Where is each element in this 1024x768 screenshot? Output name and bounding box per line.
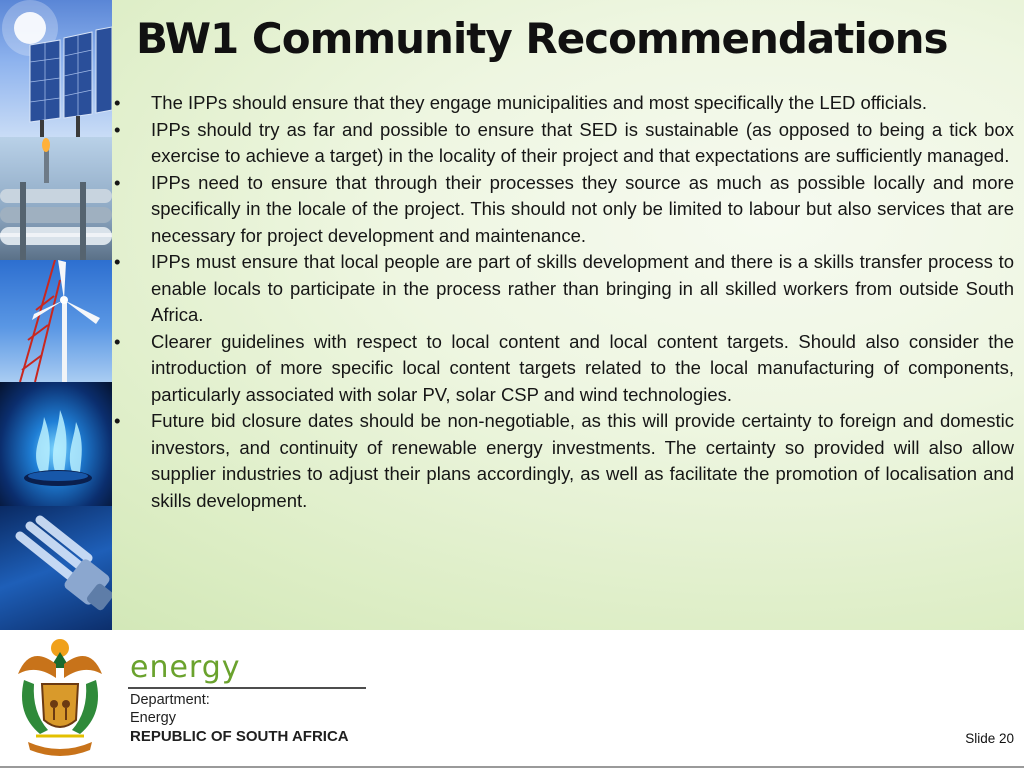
energy-brand-word: energy xyxy=(130,650,241,685)
bullet-marker: • xyxy=(114,92,121,113)
slide-title: BW1 Community Recommendations xyxy=(136,14,948,63)
gas-flame-photo xyxy=(0,382,112,508)
coat-of-arms-icon xyxy=(10,634,110,763)
bullet-marker: • xyxy=(114,330,121,352)
bullet-marker: • xyxy=(114,171,121,193)
slide-footer xyxy=(0,630,1024,768)
energy-saving-bulb-photo xyxy=(0,506,112,630)
ministry-label: Energy xyxy=(130,710,176,726)
list-item-text: Clearer guidelines with respect to local content and local content targets. Should also consider the introduction of more specific local content targets related to the local manufacturing of components, particularly associated with solar PV, solar CSP and wind technologies. xyxy=(151,330,1014,405)
recommendation-list xyxy=(112,90,1014,514)
energy-photo-strip xyxy=(0,0,112,630)
list-item xyxy=(112,170,1014,250)
list-item-text: IPPs should try as far and possible to ensure that SED is sustainable (as opposed to being a tick box exercise to achieve a target) in the locality of their project and that expectations are sufficiently managed. xyxy=(151,118,1014,166)
list-item-text: IPPs need to ensure that through their processes they source as much as possible locally and more specifically in the locale of the project. This should not only be limited to labour but also services that are necessary for project development and maintenance. xyxy=(151,171,1014,246)
bullet-marker: • xyxy=(114,118,121,140)
bullet-marker: • xyxy=(114,410,121,431)
list-item xyxy=(112,329,1014,409)
gas-pipes-photo xyxy=(0,137,112,262)
list-item xyxy=(112,249,1014,329)
solar-panels-photo xyxy=(0,0,112,139)
list-item xyxy=(112,408,1014,514)
list-item xyxy=(112,90,1014,117)
list-item-text: The IPPs should ensure that they engage municipalities and most specifically the LED officials. xyxy=(151,92,928,113)
list-item xyxy=(112,117,1014,170)
list-item-text: IPPs must ensure that local people are part of skills development and there is a skills transfer process to enable locals to participate in the process rather than bringing in all skilled workers from outside South Africa. xyxy=(151,251,1014,325)
list-item-text: Future bid closure dates should be non-negotiable, as this will provide certainty to foreign and domestic investors, and continuity of renewable energy investments. The certainty so provided will also allow supplier industries to adjust their plans accordingly, as well as facilitate the promotion of localisation and skills development. xyxy=(151,410,1014,511)
country-label: REPUBLIC OF SOUTH AFRICA xyxy=(130,728,349,745)
brand-divider xyxy=(128,687,366,689)
department-label: Department: xyxy=(130,692,210,708)
bullet-marker: • xyxy=(114,251,121,272)
slide-number: Slide 20 xyxy=(965,731,1014,746)
wind-turbine-photo xyxy=(0,260,112,384)
